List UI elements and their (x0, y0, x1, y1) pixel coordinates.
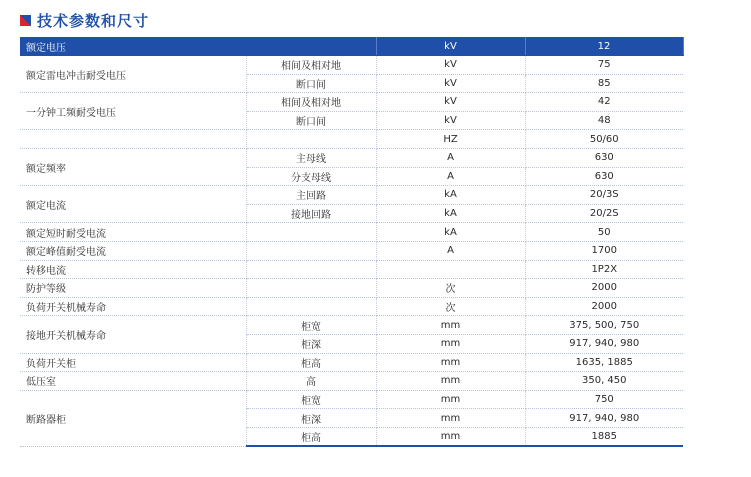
cell-unit: mm (376, 353, 525, 372)
cell-value: 1P2X (525, 260, 683, 279)
cell-param: 额定雷电冲击耐受电压 (20, 56, 246, 93)
cell-value: 917, 940, 980 (525, 334, 683, 353)
cell-unit: 次 (376, 279, 525, 298)
cell-value: 75 (525, 56, 683, 75)
cell-value: 630 (525, 167, 683, 186)
cell-value: 375, 500, 750 (525, 316, 683, 335)
cell-unit: mm (376, 372, 525, 391)
cell-sub (246, 130, 376, 149)
table-row (20, 353, 683, 372)
cell-param: 额定电压 (20, 37, 376, 56)
cell-value: 917, 940, 980 (525, 409, 683, 428)
cell-sub: 柜高 (246, 427, 376, 446)
cell-value: 350, 450 (525, 372, 683, 391)
cell-sub: 主母线 (246, 148, 376, 167)
spec-table (20, 37, 684, 447)
cell-unit: A (376, 241, 525, 260)
cell-unit: kA (376, 186, 525, 205)
cell-unit: kV (376, 56, 525, 75)
cell-unit: kV (376, 74, 525, 93)
cell-param: 额定峰值耐受电流 (20, 241, 246, 260)
table-row (20, 241, 683, 260)
cell-sub: 相间及相对地 (246, 56, 376, 75)
table-row (20, 223, 683, 242)
cell-value: 1635, 1885 (525, 353, 683, 372)
cell-value: 50/60 (525, 130, 683, 149)
cell-sub: 柜深 (246, 334, 376, 353)
cell-unit: mm (376, 390, 525, 409)
cell-sub: 断口间 (246, 74, 376, 93)
cell-unit: mm (376, 316, 525, 335)
table-row (20, 93, 683, 112)
cell-sub: 柜高 (246, 353, 376, 372)
cell-value: 20/2S (525, 204, 683, 223)
cell-unit: mm (376, 334, 525, 353)
table-row (20, 297, 683, 316)
cell-param: 低压室 (20, 372, 246, 391)
cell-value: 630 (525, 148, 683, 167)
cell-value: 750 (525, 390, 683, 409)
cell-param: 转移电流 (20, 260, 246, 279)
cell-param: 负荷开关机械寿命 (20, 297, 246, 316)
cell-sub: 接地回路 (246, 204, 376, 223)
cell-sub (246, 223, 376, 242)
cell-sub (246, 279, 376, 298)
cell-sub: 断口间 (246, 111, 376, 130)
cell-unit: A (376, 148, 525, 167)
cell-unit: HZ (376, 130, 525, 149)
cell-sub: 分支母线 (246, 167, 376, 186)
cell-value: 20/3S (525, 186, 683, 205)
cell-unit: kV (376, 111, 525, 130)
cell-param: 额定短时耐受电流 (20, 223, 246, 242)
cell-unit: kV (376, 93, 525, 112)
cell-param: 负荷开关柜 (20, 353, 246, 372)
cell-value: 42 (525, 93, 683, 112)
table-row (20, 186, 683, 205)
section-title: 技术参数和尺寸 (37, 11, 150, 30)
cell-sub: 柜宽 (246, 390, 376, 409)
cell-value: 1700 (525, 241, 683, 260)
cell-param: 断路器柜 (20, 390, 246, 446)
cell-sub: 主回路 (246, 186, 376, 205)
cell-param: 防护等级 (20, 279, 246, 298)
cell-param: 接地开关机械寿命 (20, 316, 246, 353)
cell-sub (246, 241, 376, 260)
cell-sub (246, 297, 376, 316)
table-row (20, 130, 683, 149)
cell-unit (376, 260, 525, 279)
cell-unit: 次 (376, 297, 525, 316)
table-row (20, 390, 683, 409)
cell-value: 2000 (525, 279, 683, 298)
cell-unit: mm (376, 409, 525, 428)
table-row (20, 148, 683, 167)
cell-value: 2000 (525, 297, 683, 316)
table-row (20, 56, 683, 75)
cell-sub (246, 260, 376, 279)
cell-sub: 高 (246, 372, 376, 391)
table-header-row (20, 37, 683, 56)
cell-unit: kV (376, 37, 525, 56)
cell-value: 1885 (525, 427, 683, 446)
cell-unit: mm (376, 427, 525, 446)
cell-value: 48 (525, 111, 683, 130)
table-row (20, 372, 683, 391)
section-header (20, 8, 149, 32)
table-row (20, 260, 683, 279)
cell-unit: A (376, 167, 525, 186)
cell-sub: 相间及相对地 (246, 93, 376, 112)
cell-sub: 柜深 (246, 409, 376, 428)
cell-param: 一分钟工频耐受电压 (20, 93, 246, 130)
cell-param (20, 130, 246, 149)
cell-unit: kA (376, 204, 525, 223)
cell-sub: 柜宽 (246, 316, 376, 335)
table-row (20, 316, 683, 335)
cell-value: 50 (525, 223, 683, 242)
cell-value: 12 (525, 37, 683, 56)
cell-param: 额定电流 (20, 186, 246, 223)
cell-value: 85 (525, 74, 683, 93)
cell-param: 额定频率 (20, 148, 246, 185)
cell-unit: kA (376, 223, 525, 242)
logo-icon (20, 15, 31, 26)
table-row (20, 279, 683, 298)
